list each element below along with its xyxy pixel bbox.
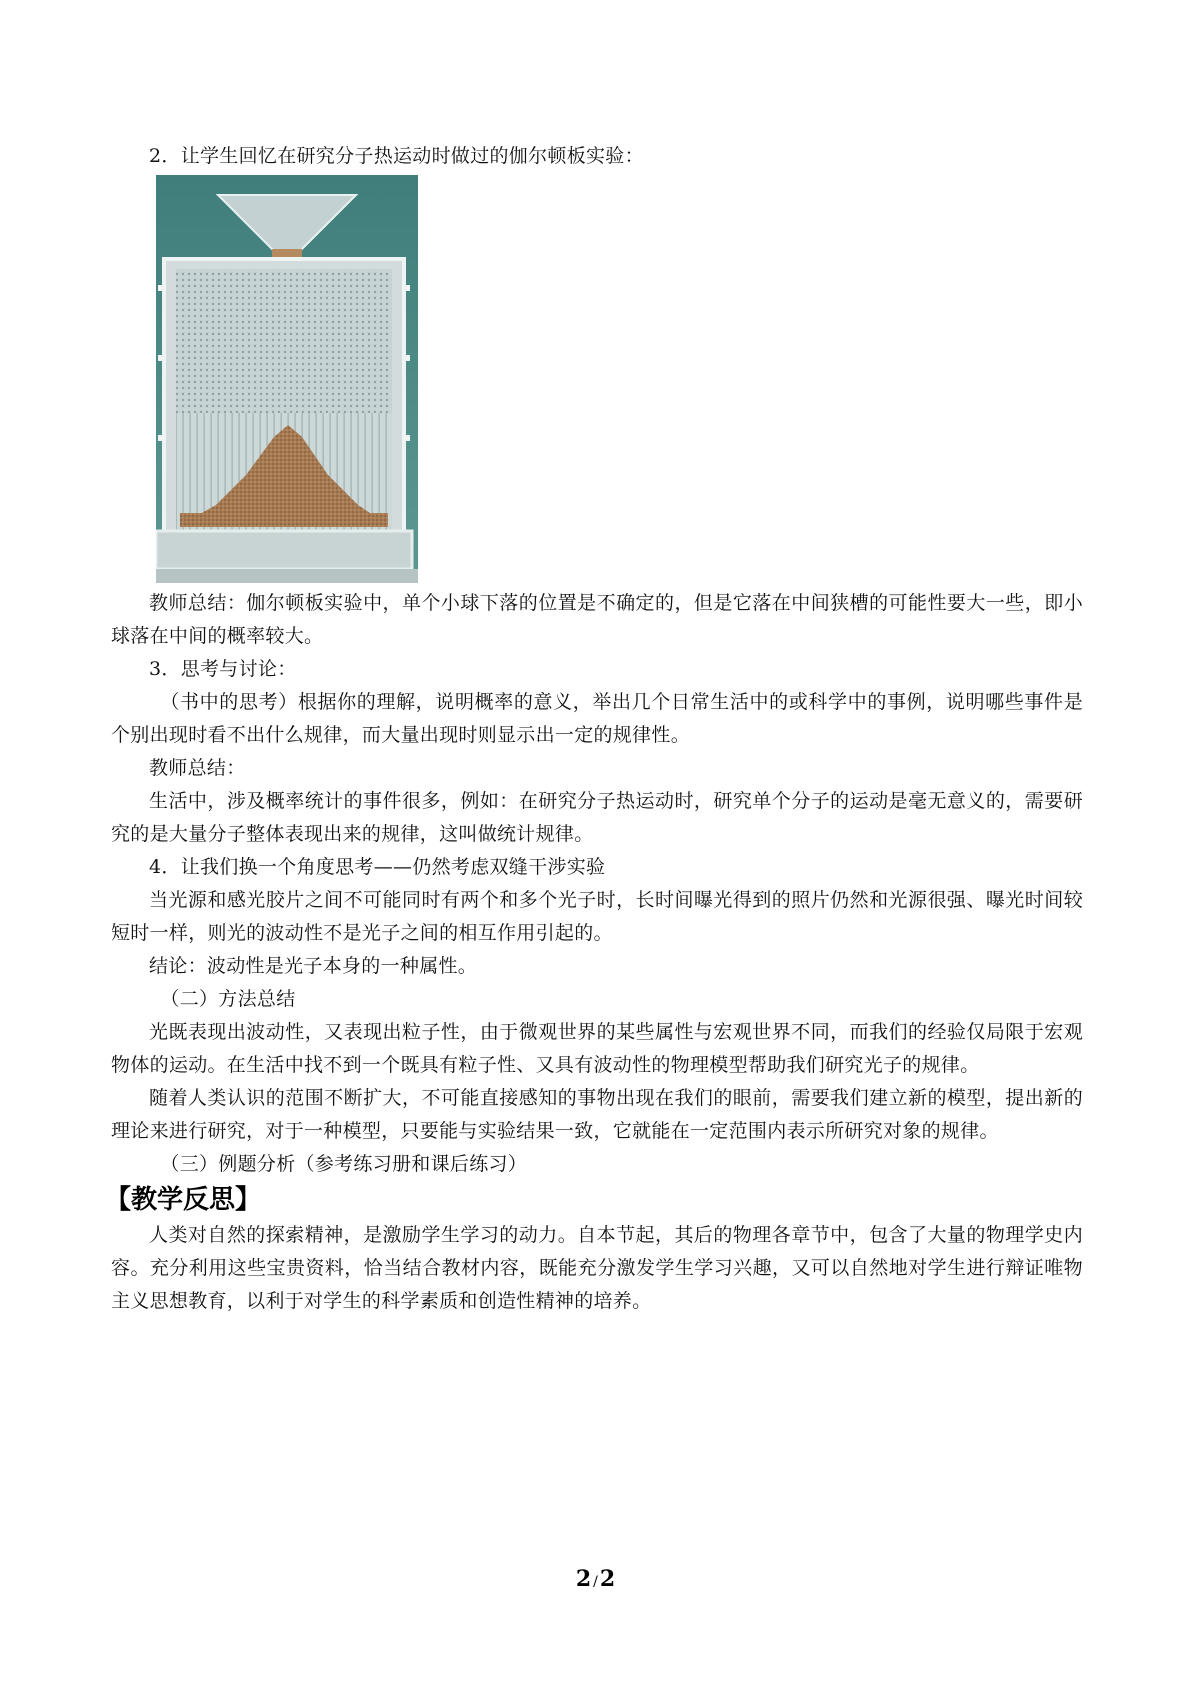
paragraph-example-analysis: （三）例题分析（参考练习册和课后练习）: [160, 1153, 528, 1175]
paragraph-wave-particle: 光既表现出波动性，又表现出粒子性，由于微观世界的某些属性与宏观世界不同，而我们的经验仅局限于宏观物体的运动。在生活中找不到一个既具有粒子性、又具有波动性的物理模型帮助我们研究光子的规律。: [111, 1021, 1083, 1076]
paragraph-book-thinking: （书中的思考）根据你的理解，说明概率的意义，举出几个日常生活中的或科学中的事例，说明哪些事件是个别出现时看不出什么规律，而大量出现时则显示出一定的规律性。: [111, 691, 1083, 746]
paragraph-galton-intro: 2．让学生回忆在研究分子热运动时做过的伽尔顿板实验：: [149, 145, 644, 167]
page-total: 2: [599, 1566, 616, 1592]
section-heading-teaching-reflection: 【教学反思】: [105, 1185, 262, 1215]
page-number: [0, 1566, 1191, 1592]
paragraph-photon-experiment: 当光源和感光胶片之间不可能同时有两个和多个光子时，长时间曝光得到的照片仍然和光源很强、曝光时间较短时一样，则光的波动性不是光子之间的相互作用引起的。: [111, 889, 1083, 944]
paragraph-teacher-summary-label: 教师总结：: [149, 757, 246, 779]
paragraph-new-angle: 4．让我们换一个角度思考——仍然考虑双缝干涉实验: [149, 856, 606, 878]
paragraph-teacher-summary-1: 教师总结：伽尔顿板实验中，单个小球下落的位置是不确定的，但是它落在中间狭槽的可能性要大一些，即小球落在中间的概率较大。: [111, 592, 1083, 647]
document-body: [105, 140, 1083, 1318]
paragraph-statistics: 生活中，涉及概率统计的事件很多，例如：在研究分子热运动时，研究单个分子的运动是毫无意义的，需要研究的是大量分子整体表现出来的规律，这叫做统计规律。: [111, 790, 1083, 845]
paragraph-method-summary-title: （二）方法总结: [160, 988, 296, 1010]
page-current: 2: [575, 1566, 592, 1592]
page-separator: /: [593, 1574, 598, 1590]
paragraph-reflection: 人类对自然的探索精神，是激励学生学习的动力。自本节起，其后的物理各章节中，包含了大量的物理学史内容。充分利用这些宝贵资料，恰当结合教材内容，既能充分激发学生学习兴趣，又可以自然地对学生进行辩证唯物主义思想教育，以利于对学生的科学素质和创造性精神的培养。: [111, 1224, 1083, 1312]
paragraph-new-models: 随着人类认识的范围不断扩大，不可能直接感知的事物出现在我们的眼前，需要我们建立新的模型，提出新的理论来进行研究，对于一种模型，只要能与实验结果一致，它就能在一定范围内表示所研究对象的规律。: [111, 1087, 1083, 1142]
galton-board-photo: [156, 175, 418, 583]
paragraph-conclusion: 结论：波动性是光子本身的一种属性。: [149, 955, 478, 977]
paragraph-think-discuss: 3．思考与讨论：: [149, 658, 297, 680]
